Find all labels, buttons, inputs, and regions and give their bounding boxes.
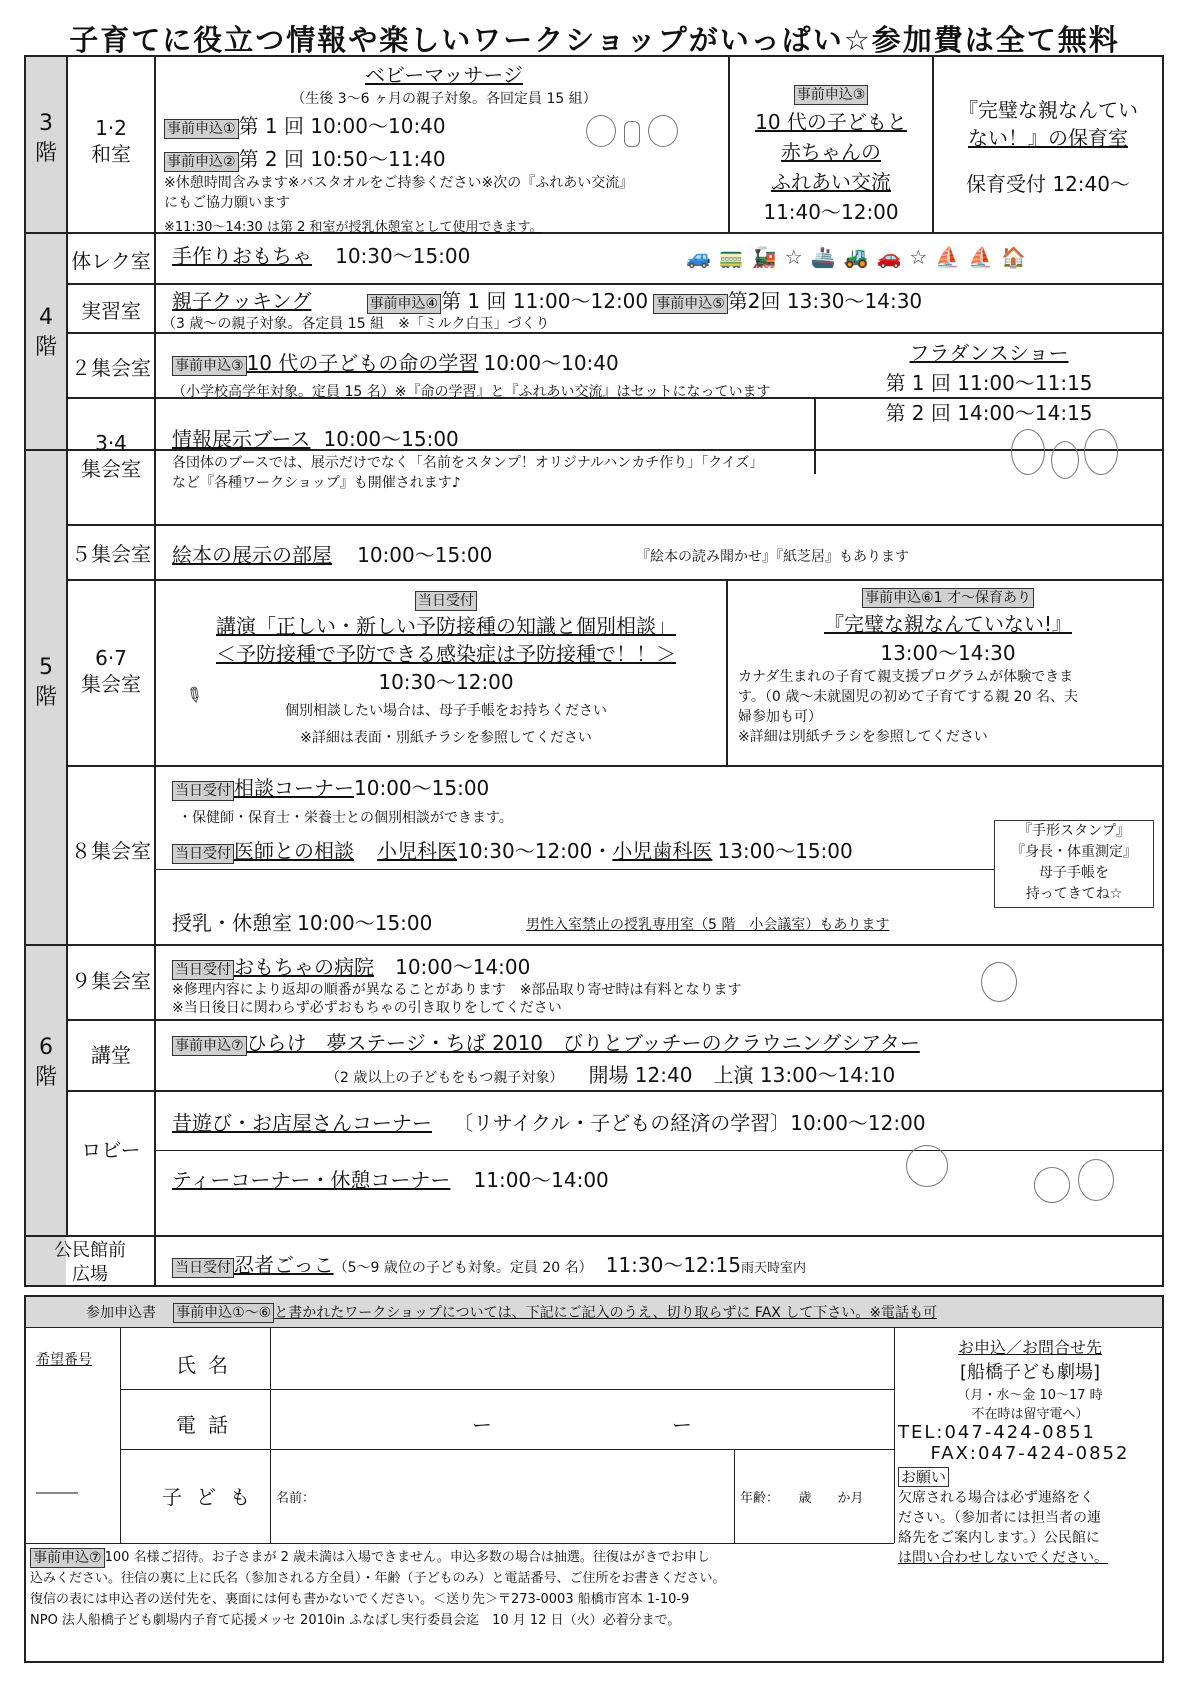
contact-hours: （月・水～金 10～17 時 <box>957 1388 1103 1403</box>
room-shukai8: ８集会室 <box>71 839 151 863</box>
cooking-note: （3 歳～の親子対象。各定員 15 組 ※「ミルク白玉」づくり <box>162 316 550 332</box>
nursing-row <box>172 907 432 936</box>
consult-title: 相談コーナー <box>234 776 354 800</box>
baby-massage-note3: ※11:30～14:30 は第 2 和室が授乳休憩室として使用できます。 <box>164 220 543 235</box>
toy-hospital-tag: 当日受付 <box>172 960 234 980</box>
lecture-time: 10:30～12:00 <box>378 670 514 694</box>
ninja-note: （5～9 歳位の子ども対象。定員 20 名） <box>333 1260 593 1276</box>
picture-books-title: 絵本の展示の部屋 <box>172 543 332 567</box>
lecture-line1: 講演「正しい・新しい予防接種の知識と個別相談」 <box>216 614 676 638</box>
ninja-time: 11:30～12:15 <box>605 1253 741 1277</box>
theater-application-notes <box>30 1547 892 1631</box>
room-shukai9: ９集会室 <box>71 969 151 993</box>
hula-block <box>816 339 1162 429</box>
childcare-line2: ない！』の保育室 <box>968 126 1128 150</box>
baby-massage-tag2: 事前申込② <box>164 152 239 172</box>
teen-life-note: （小学校高学年対象。定員 15 名）※『命の学習』と『ふれあい交流』はセットになっています <box>172 384 771 400</box>
theater-open: 開場 12:40 <box>588 1063 693 1087</box>
bottom-line2: 込みください。往信の裏に上に氏名（参加される方全員）・年齢（子どものみ）と電話番号、ご住所をお書きください。 <box>30 1571 726 1586</box>
baby-massage-session1: 第 1 回 10:00～10:40 <box>238 114 446 138</box>
request-line1: 欠席される場合は必ず連絡をく <box>898 1490 1094 1506</box>
childcare-time: 保育受付 12:40～ <box>966 172 1130 196</box>
hula-title: フラダンスショー <box>909 341 1069 365</box>
kanpeki-note3: 婦参加も可） <box>738 708 822 725</box>
doctor-dentist: 小児歯科医 <box>612 839 713 863</box>
floor-5-label: 階 <box>34 685 57 710</box>
floor-6-number: 6 <box>39 1035 53 1060</box>
ninja-tag: 当日受付 <box>172 1258 234 1278</box>
family-illustration-icon <box>1011 429 1045 475</box>
request-line4: は問い合わせしないでください。 <box>898 1550 1108 1566</box>
toy-hospital-title: おもちゃの病院 <box>234 955 374 979</box>
bottle-illustration-icon <box>624 121 640 147</box>
childcare-block <box>934 97 1162 197</box>
cooking-tag1: 事前申込④ <box>367 294 442 314</box>
request-title: お願い <box>898 1467 949 1487</box>
nursing-time: 10:00～15:00 <box>297 911 433 935</box>
room-washitsu-label: 和室 <box>91 142 131 166</box>
toy-hospital-time: 10:00～14:00 <box>395 955 531 979</box>
floor-6-label: 階 <box>34 1065 57 1090</box>
children-illustration-icon <box>1078 1159 1114 1201</box>
room-taireku: 体レク室 <box>71 249 151 273</box>
child-label: 子ども <box>162 1485 264 1509</box>
lecture-note2: ※詳細は表面・別紙チラシを参照してください <box>300 730 592 746</box>
page-title: 子育てに役立つ情報や楽しいワークショップがいっぱい☆参加費は全て無料 <box>69 23 1120 57</box>
toys-time: 10:30～15:00 <box>335 244 471 268</box>
toys-row <box>172 240 470 269</box>
consult-tag: 当日受付 <box>172 781 234 801</box>
doctor-title: 医師との相談 <box>234 839 354 863</box>
fureai-tag: 事前申込③ <box>794 85 869 105</box>
tea-party-illustration-icon <box>906 1145 948 1187</box>
baby-massage-block <box>164 59 724 235</box>
kanpeki-note1: カナダ生まれの子育て親支援プログラムが体験できま <box>738 668 1074 685</box>
room-jisshu: 実習室 <box>81 299 141 323</box>
fureai-line2: 赤ちゃんの <box>781 140 881 164</box>
theater-note: （2 歳以上の子どもをもつ親子対象） <box>326 1070 564 1086</box>
schedule-table <box>24 55 1164 1287</box>
old-games-sub: 〔リサイクル・子どもの経済の学習〕 <box>453 1111 791 1135</box>
family-illustration-icon <box>1051 441 1079 479</box>
room-shukai2: ２集会室 <box>71 356 151 380</box>
hula-session1: 第 1 回 11:00～11:15 <box>885 371 1093 395</box>
fureai-line1: 10 代の子どもと <box>755 110 907 134</box>
fureai-line3: ふれあい交流 <box>771 170 891 194</box>
room-plaza-line2: 広場 <box>72 1264 108 1285</box>
old-games-title: 昔遊び・お店屋さんコーナー <box>172 1111 432 1135</box>
teen-life-row <box>172 347 619 376</box>
fureai-block <box>730 79 932 228</box>
booth-note1: 各団体のブースでは、展示だけでなく「名前をスタンプ！オリジナルハンカチ作り」「クイズ」 <box>172 455 764 471</box>
room-shukai67-number: 6·7 <box>95 646 127 670</box>
kanpeki-title: 『完璧な親なんていない!』 <box>823 611 1073 636</box>
booth-note2: など『各種ワークショップ』も開催されます♪ <box>172 475 461 491</box>
cooking-tag2: 事前申込⑤ <box>653 294 728 314</box>
teen-life-title: 10 代の子どもの命の学習 <box>246 351 479 375</box>
nursing-note: 男性入室禁止の授乳専用室（5 階 小会議室）もあります <box>526 917 890 933</box>
baby-illustration-icon <box>648 115 678 147</box>
cooking-session2: 第2回 13:30～14:30 <box>727 289 923 313</box>
floor-4-number: 4 <box>39 305 53 330</box>
kanpeki-note2: す。（0 歳～未就園児の初めて子育てする親 20 名、夫 <box>738 688 1078 705</box>
child-age-field[interactable]: 年齢： 歳 か月 <box>740 1491 864 1506</box>
ninja-rain: 雨天時室内 <box>740 1261 806 1276</box>
child-name-field[interactable]: 名前： <box>276 1491 316 1506</box>
stamp-box-line2: 『身長・体重測定』 <box>1011 844 1137 860</box>
bottom-line1: 100 名様ご招待。お子さまが 2 歳未満は入場できません。申込多数の場合は抽選。往復はがきでお申し <box>104 1550 710 1565</box>
kanpeki-note4: ※詳細は別紙チラシを参照してください <box>738 728 988 745</box>
request-line2: ださい。（参加者には担当者の連 <box>898 1510 1101 1526</box>
floor-3-number: 3 <box>39 111 53 136</box>
theater-details <box>326 1059 895 1088</box>
room-kodo: 講堂 <box>91 1043 131 1067</box>
form-header <box>86 1302 937 1323</box>
children-illustration-icon <box>1034 1167 1070 1203</box>
request-line3: 絡先をご案内します。）公民館に <box>898 1530 1100 1546</box>
form-tag: 事前申込①～⑥ <box>173 1303 274 1323</box>
kanpeki-tag: 事前申込⑥1 才～保育あり <box>862 588 1034 608</box>
teen-life-time: 10:00～10:40 <box>483 351 619 375</box>
theater-title: ひらけ 夢ステージ・ちば 2010 びりとブッチーのクラウニングシアター <box>246 1031 920 1055</box>
nursing-title: 授乳・休憩室 <box>172 911 292 935</box>
baby-massage-tag1: 事前申込① <box>164 119 239 139</box>
wish-number-label: 希望番号 <box>36 1352 92 1368</box>
hula-session2: 第 2 回 14:00～14:15 <box>885 401 1093 425</box>
baby-massage-title: ベビーマッサージ <box>365 63 523 87</box>
contact-tel: TEL:047-424-0851 <box>898 1422 1096 1443</box>
ninja-row <box>172 1249 806 1278</box>
tea-time: 11:00～14:00 <box>473 1168 609 1192</box>
lecture-block <box>166 587 726 751</box>
ninja-title: 忍者ごっこ <box>234 1253 334 1277</box>
room-shukai5: ５集会室 <box>71 542 151 566</box>
booth-row <box>172 423 459 452</box>
room-lobby: ロビー <box>81 1138 141 1162</box>
room-washitsu-number: 1·2 <box>95 116 127 140</box>
bottom-line3: 復信の表には申込者の送付先を、裏面には何も書かないでください。＜送り先＞〒273-0003 船橋市宮本 1-10-9 <box>30 1592 690 1607</box>
contact-title: お申込／お問合せ先 <box>957 1338 1102 1357</box>
cooking-session1: 第 1 回 11:00～12:00 <box>441 289 649 313</box>
lecture-tag: 当日受付 <box>415 591 477 611</box>
stamp-box <box>994 820 1154 908</box>
floor-4-label: 階 <box>34 335 57 360</box>
doctor-pediatrics: 小児科医 <box>377 839 458 863</box>
contact-fax: FAX:047-424-0852 <box>930 1443 1130 1464</box>
toy-hospital-row <box>172 951 530 980</box>
baby-illustration-icon <box>586 115 616 147</box>
form-instructions: と書かれたワークショップについては、下記にご記入のうえ、切り取らずに FAX して下さい。※電話も可 <box>274 1305 938 1321</box>
toys-title: 手作りおもちゃ <box>172 244 312 268</box>
teen-life-tag: 事前申込③ <box>172 356 247 376</box>
lecture-line2: ＜予防接種で予防できる感染症は予防接種で！！＞ <box>216 642 676 666</box>
baby-massage-session2: 第 2 回 10:50～11:40 <box>238 147 446 171</box>
baby-massage-note2: にもご協力願います <box>164 195 290 211</box>
wish-number-dash: ――― <box>36 1485 78 1501</box>
baby-massage-note1: ※休憩時間含みます※バスタオルをご持参ください※次の『ふれあい交流』 <box>164 175 634 191</box>
theater-show: 上演 13:00～14:10 <box>713 1063 896 1087</box>
room-shukai67-label: 集会室 <box>81 672 141 696</box>
name-field[interactable] <box>270 1329 894 1389</box>
room-plaza-line1: 公民館前 <box>54 1240 126 1261</box>
doctor-time2: 13:00～15:00 <box>717 839 853 863</box>
room-shukai34-number: 3·4 <box>95 431 127 455</box>
syringe-icon: ✎ <box>180 680 209 710</box>
contact-org: [船橋子ども劇場] <box>959 1362 1101 1383</box>
bear-doctor-illustration-icon <box>981 962 1017 1002</box>
name-label: 氏名 <box>176 1353 240 1377</box>
cooking-row <box>172 285 922 314</box>
bottom-line4: NPO 法人船橋子ども劇場内子育て応援メッセ 2010in ふなばし実行委員会迄 10 月 12 日（火）必着分まで。 <box>30 1613 681 1628</box>
tea-title: ティーコーナー・休憩コーナー <box>172 1168 451 1192</box>
picture-books-time: 10:00～15:00 <box>357 543 493 567</box>
consult-note: ・保健師・保育士・栄養士との個別相談ができます。 <box>178 810 513 826</box>
toy-hospital-note1: ※修理内容により返却の順番が異なることがあります ※部品取り寄せ時は有料となります <box>172 982 742 998</box>
phone-field[interactable]: ー ー <box>472 1413 692 1437</box>
consult-row <box>172 772 489 801</box>
theater-tag: 事前申込⑦ <box>172 1036 247 1056</box>
fureai-time: 11:40～12:00 <box>763 200 899 224</box>
floor-3-label: 階 <box>34 141 57 166</box>
booth-time: 10:00～15:00 <box>323 427 459 451</box>
childcare-line1: 『完璧な親なんてい <box>958 98 1138 122</box>
doctor-tag: 当日受付 <box>172 844 234 864</box>
bottom-tag: 事前申込⑦ <box>30 1548 105 1568</box>
old-games-row <box>172 1107 926 1136</box>
contact-panel <box>898 1329 1162 1567</box>
consult-time: 10:00～15:00 <box>354 776 490 800</box>
floor-5-number: 5 <box>39 655 53 680</box>
kanpeki-time: 13:00～14:30 <box>880 640 1016 665</box>
phone-label: 電話 <box>176 1413 240 1437</box>
lecture-note1: 個別相談したい場合は、母子手帳をお持ちください <box>285 703 607 719</box>
picture-books-note: 『絵本の読み聞かせ』『紙芝居』もあります <box>636 549 909 565</box>
tea-row <box>172 1164 609 1193</box>
baby-massage-target: （生後 3～6 ヶ月の親子対象。各回定員 15 組） <box>291 91 597 107</box>
toy-hospital-note2: ※当日後日に関わらず必ずおもちゃの引き取りをしてください <box>172 1000 562 1016</box>
application-form <box>24 1295 1164 1663</box>
form-title: 参加申込書 <box>86 1305 156 1321</box>
room-shukai34-label: 集会室 <box>81 457 141 481</box>
doctor-row <box>172 835 853 864</box>
vehicle-toys-icon: 🚙🚃🚂☆🚢🚜🚗☆⛵⛵🏠 <box>686 245 1034 269</box>
picture-books-row <box>172 539 492 568</box>
family-illustration-icon <box>1084 429 1118 475</box>
old-games-time: 10:00～12:00 <box>790 1111 926 1135</box>
doctor-time1: 10:30～12:00・ <box>457 839 613 863</box>
stamp-box-line3: 母子手帳を <box>1039 865 1109 881</box>
cooking-title: 親子クッキング <box>172 289 312 313</box>
theater-row <box>172 1027 920 1056</box>
kanpeki-block <box>738 587 1158 746</box>
contact-hours2: 不在時は留守電へ） <box>971 1407 1089 1422</box>
booth-title: 情報展示ブース <box>172 427 311 451</box>
stamp-box-line1: 『手形スタンプ』 <box>1018 823 1130 839</box>
stamp-box-line4: 持ってきてね☆ <box>1025 886 1123 902</box>
